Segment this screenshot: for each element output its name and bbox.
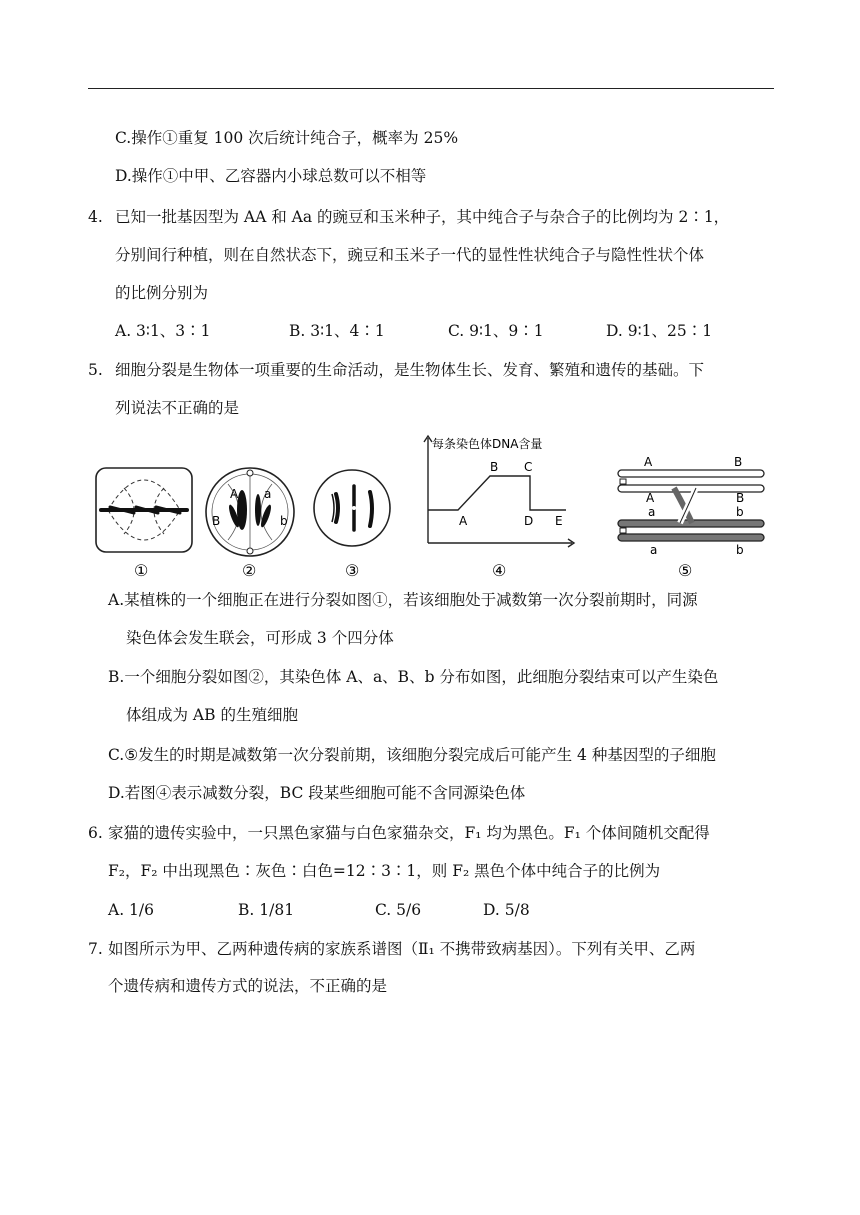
fig5-label-A-1: A bbox=[644, 455, 653, 469]
fig5-label-b-1: b bbox=[736, 505, 744, 519]
cell-diagram-3 bbox=[314, 470, 390, 580]
cell-diagram-2 bbox=[206, 468, 294, 580]
q6-options bbox=[108, 900, 768, 920]
q5-stem-line1: 细胞分裂是生物体一项重要的生命活动，是生物体生长、发育、繁殖和遗传的基础。下 bbox=[115, 361, 705, 379]
q6-stem-line1: 家猫的遗传实验中，一只黑色家猫与白色家猫杂交，F₁ 均为黑色。F₁ 个体间随机交配得 bbox=[108, 824, 710, 842]
graph-y-label: 每条染色体DNA含量 bbox=[432, 437, 543, 451]
fig5-caption: ⑤ bbox=[678, 561, 693, 580]
q4-stem-line2: 分别间行种植，则在自然状态下，豌豆和玉米子一代的显性性状纯合子与隐性性状个体 bbox=[115, 246, 705, 264]
q3-option-c: C.操作①重复 100 次后统计纯合子，概率为 25% bbox=[115, 129, 459, 147]
q6-number: 6. bbox=[88, 824, 103, 842]
q5-stem-line2: 列说法不正确的是 bbox=[115, 399, 240, 417]
q5-option-a-line2: 染色体会发生联会，可形成 3 个四分体 bbox=[126, 629, 394, 647]
fig3-caption: ③ bbox=[345, 561, 360, 580]
q4-stem-line1: 已知一批基因型为 AA 和 Aa 的豌豆和玉米种子，其中纯合子与杂合子的比例均为 2∶1， bbox=[115, 208, 730, 226]
q6-stem-line2: F₂，F₂ 中出现黑色∶灰色∶白色=12∶3∶1，则 F₂ 黑色个体中纯合子的比例为 bbox=[108, 862, 661, 880]
fig2-label-A: A bbox=[230, 487, 239, 501]
fig5-label-A-2: A bbox=[646, 491, 655, 505]
fig2-label-B: B bbox=[212, 514, 221, 528]
q4-option-b: B. 3∶1、4∶1 bbox=[289, 322, 385, 340]
q5-option-b-line2: 体组成为 AB 的生殖细胞 bbox=[126, 706, 298, 724]
graph-point-B: B bbox=[490, 460, 499, 474]
fig5-label-B-2: B bbox=[736, 491, 745, 505]
q4-option-d: D. 9∶1、25∶1 bbox=[606, 322, 713, 340]
q4-stem-line3: 的比例分别为 bbox=[115, 284, 209, 302]
crossing-over-diagram bbox=[618, 455, 764, 580]
graph-point-A: A bbox=[459, 514, 468, 528]
q7-stem-line2: 个遗传病和遗传方式的说法，不正确的是 bbox=[108, 977, 388, 995]
fig5-label-b-2: b bbox=[736, 543, 744, 557]
header-rule bbox=[88, 88, 774, 89]
q5-figure bbox=[88, 428, 778, 583]
fig5-label-a-2: a bbox=[650, 543, 658, 557]
q5-number: 5. bbox=[88, 361, 103, 379]
fig4-caption: ④ bbox=[492, 561, 507, 580]
q5-option-a-line1: A.某植株的一个细胞正在进行分裂如图①，若该细胞处于减数第一次分裂前期时，同源 bbox=[108, 591, 698, 609]
fig2-label-a: a bbox=[264, 487, 272, 501]
q4-options bbox=[115, 321, 775, 341]
q6-option-c: C. 5/6 bbox=[375, 901, 422, 919]
fig5-label-a-1: a bbox=[648, 505, 656, 519]
q3-option-d: D.操作①中甲、乙容器内小球总数可以不相等 bbox=[115, 167, 427, 185]
fig2-caption: ② bbox=[242, 561, 257, 580]
q5-option-d: D.若图④表示减数分裂，BC 段某些细胞可能不含同源染色体 bbox=[108, 784, 526, 802]
q4-option-a: A. 3∶1、3∶1 bbox=[115, 322, 211, 340]
fig5-label-B-1: B bbox=[734, 455, 743, 469]
q7-number: 7. bbox=[88, 940, 103, 958]
cell-diagram-1 bbox=[96, 468, 192, 580]
q6-option-b: B. 1/81 bbox=[238, 901, 295, 919]
dna-content-graph bbox=[424, 436, 574, 580]
graph-point-E: E bbox=[555, 514, 563, 528]
q4-option-c: C. 9∶1、9∶1 bbox=[448, 322, 544, 340]
q5-option-c: C.⑤发生的时期是减数第一次分裂前期，该细胞分裂完成后可能产生 4 种基因型的子细胞 bbox=[108, 746, 716, 764]
graph-point-C: C bbox=[524, 460, 533, 474]
fig1-caption: ① bbox=[134, 561, 149, 580]
q6-option-d: D. 5/8 bbox=[483, 901, 530, 919]
q7-stem-line1: 如图所示为甲、乙两种遗传病的家族系谱图（Ⅱ₁ 不携带致病基因）。下列有关甲、乙两 bbox=[108, 940, 696, 958]
graph-point-D: D bbox=[524, 514, 534, 528]
fig2-label-b: b bbox=[280, 514, 288, 528]
q6-option-a: A. 1/6 bbox=[108, 901, 154, 919]
q5-option-b-line1: B.一个细胞分裂如图②，其染色体 A、a、B、b 分布如图，此细胞分裂结束可以产生染色 bbox=[108, 668, 719, 686]
q4-number: 4. bbox=[88, 208, 103, 226]
